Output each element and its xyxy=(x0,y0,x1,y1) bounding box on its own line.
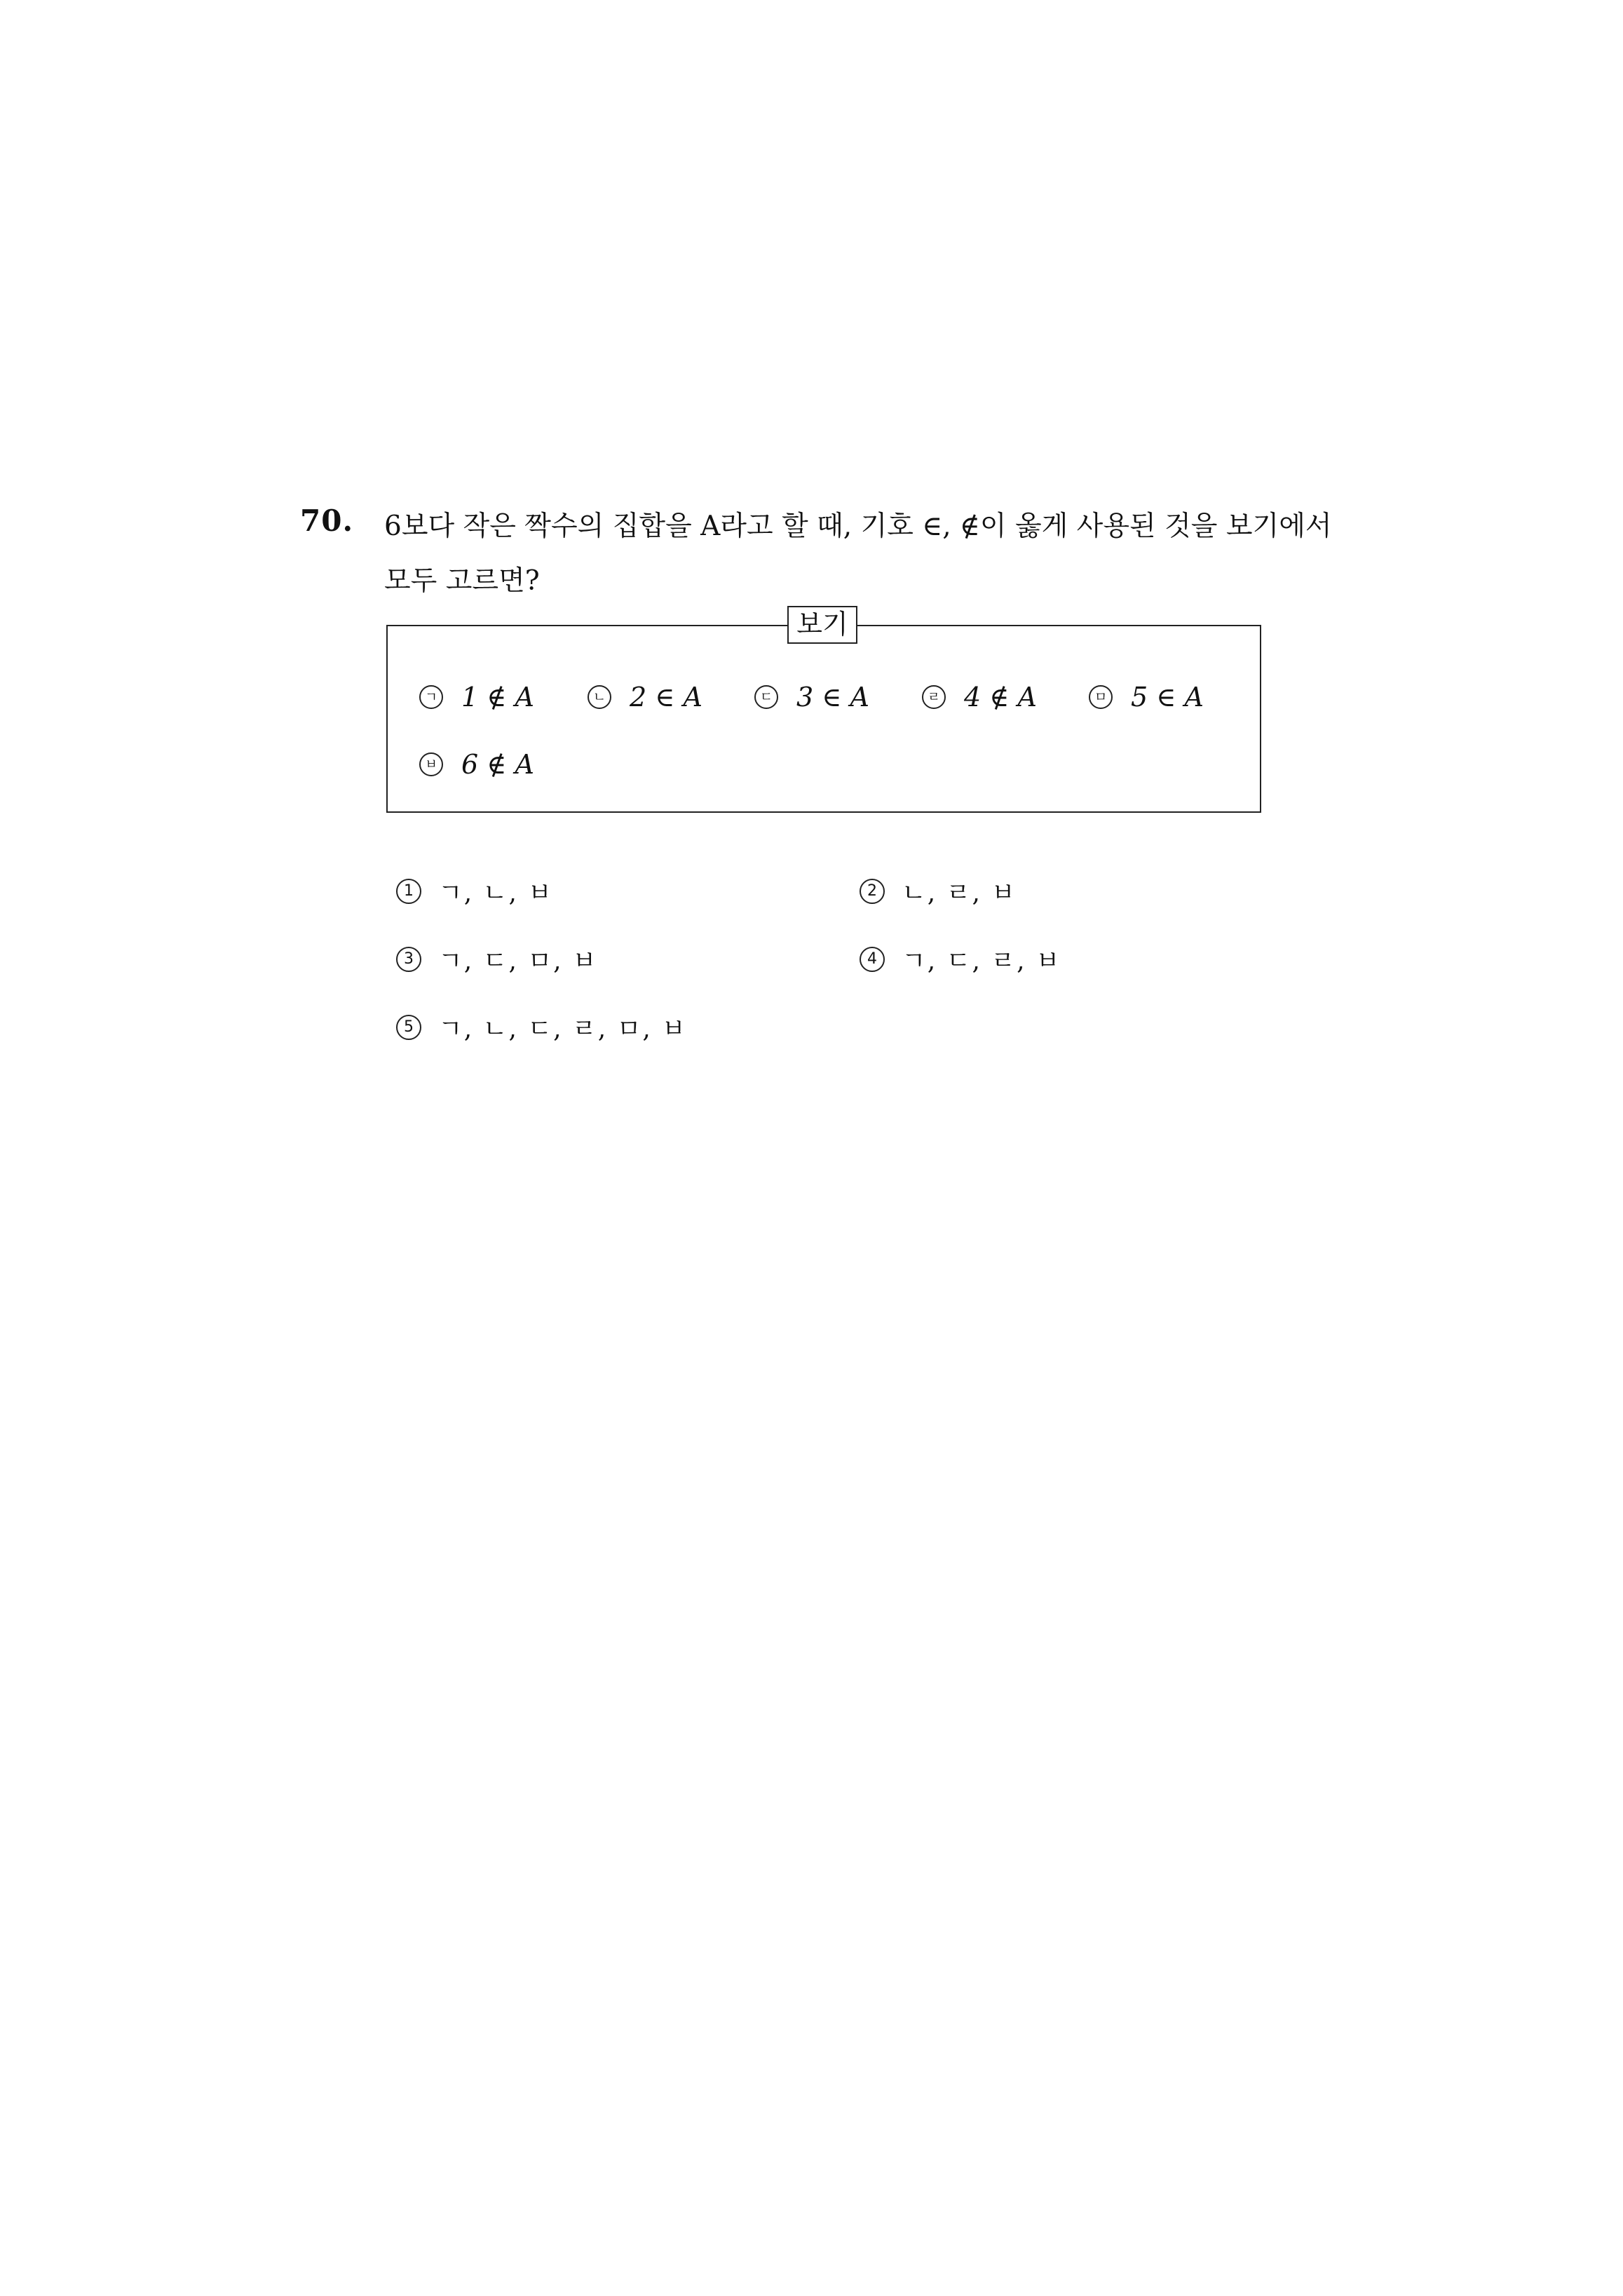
choice-answer: ㄴ, ㄹ, ㅂ xyxy=(902,879,1017,907)
answer-choice[interactable] xyxy=(396,941,598,977)
question-number: 70. xyxy=(300,504,354,538)
answer-choice[interactable] xyxy=(860,873,1017,909)
question-stem xyxy=(384,499,1352,609)
choice-number: 5 xyxy=(396,1015,421,1040)
statement-expression: 1 ∉ A xyxy=(461,682,534,713)
circled-marker: ㅁ xyxy=(1089,685,1113,709)
statement-expression: 5 ∈ A xyxy=(1131,682,1204,713)
bogi-statement xyxy=(419,682,534,713)
choice-number: 3 xyxy=(396,947,421,972)
bogi-statement xyxy=(754,682,869,713)
choice-number: 1 xyxy=(396,879,421,904)
bogi-statement xyxy=(419,749,534,780)
answer-choice[interactable] xyxy=(860,941,1061,977)
bogi-statement xyxy=(1089,682,1204,713)
circled-marker: ㄴ xyxy=(588,685,611,709)
circled-marker: ㄷ xyxy=(754,685,778,709)
statement-expression: 2 ∈ A xyxy=(630,682,702,713)
question-stem-line-2: 모두 고르면? xyxy=(384,565,540,597)
question-stem-line-1: 6보다 작은 짝수의 집합을 A라고 할 때, 기호 ∈, ∉이 옳게 사용된 것을 보기에서 xyxy=(384,511,1332,542)
circled-marker: ㅂ xyxy=(419,752,443,776)
choice-answer: ㄱ, ㄷ, ㄹ, ㅂ xyxy=(902,947,1061,975)
choice-number: 4 xyxy=(860,947,885,972)
choice-number: 2 xyxy=(860,879,885,904)
bogi-box xyxy=(386,625,1261,813)
circled-marker: ㄱ xyxy=(419,685,443,709)
bogi-title: 보기 xyxy=(787,606,857,644)
choice-answer: ㄱ, ㄴ, ㄷ, ㄹ, ㅁ, ㅂ xyxy=(438,1015,688,1044)
choice-answer: ㄱ, ㄴ, ㅂ xyxy=(438,879,554,907)
bogi-statement xyxy=(922,682,1037,713)
bogi-statement xyxy=(588,682,702,713)
answer-choice[interactable] xyxy=(396,873,553,909)
statement-expression: 4 ∉ A xyxy=(964,682,1037,713)
circled-marker: ㄹ xyxy=(922,685,946,709)
statement-expression: 6 ∉ A xyxy=(461,749,534,780)
statement-expression: 3 ∈ A xyxy=(796,682,869,713)
answer-choice[interactable] xyxy=(396,1009,687,1045)
choice-answer: ㄱ, ㄷ, ㅁ, ㅂ xyxy=(438,947,598,975)
